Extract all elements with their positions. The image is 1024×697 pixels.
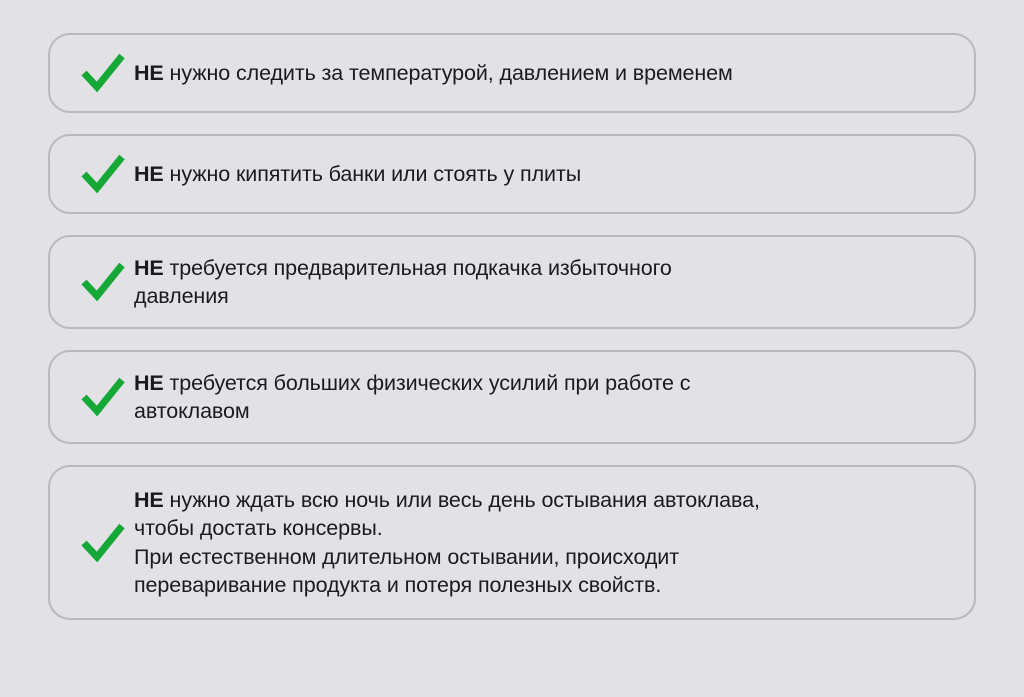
benefit-line: При естественном длительном остывании, происходит <box>134 544 679 569</box>
benefit-prefix: НЕ <box>134 60 164 85</box>
benefit-line <box>134 369 690 397</box>
check-mark-icon <box>72 523 134 563</box>
benefit-prefix: НЕ <box>134 487 164 512</box>
benefit-text <box>134 59 733 87</box>
benefit-line <box>134 254 672 282</box>
benefit-card <box>48 33 976 113</box>
benefit-prefix: НЕ <box>134 161 164 186</box>
benefit-line: чтобы достать консервы. <box>134 516 383 541</box>
benefit-line-text: нужно кипятить банки или стоять у плиты <box>163 161 582 186</box>
check-mark-icon <box>72 377 134 417</box>
benefit-card <box>48 350 976 444</box>
benefit-card <box>48 465 976 620</box>
benefit-line-text: нужно ждать всю ночь или весь день остывания автоклава, <box>163 487 760 512</box>
benefit-line <box>134 486 760 514</box>
check-mark-icon <box>72 262 134 302</box>
benefit-text <box>134 486 760 600</box>
benefit-line-text: требуется предварительная подкачка избыточного <box>163 255 672 280</box>
benefit-line: переваривание продукта и потеря полезных свойств. <box>134 572 662 597</box>
benefit-line-text: требуется больших физических усилий при работе с <box>163 370 691 395</box>
check-mark-icon <box>72 154 134 194</box>
benefit-card <box>48 235 976 329</box>
benefit-text <box>134 160 581 188</box>
benefit-line <box>134 160 581 188</box>
benefit-prefix: НЕ <box>134 370 164 395</box>
benefit-prefix: НЕ <box>134 255 164 280</box>
benefit-line-text: нужно следить за температурой, давлением и временем <box>163 60 733 85</box>
benefit-line <box>134 59 733 87</box>
benefit-text <box>134 254 672 311</box>
benefit-line: давления <box>134 284 229 308</box>
benefit-line: автоклавом <box>134 399 250 423</box>
benefit-card <box>48 134 976 214</box>
benefit-text <box>134 369 690 426</box>
check-mark-icon <box>72 53 134 93</box>
